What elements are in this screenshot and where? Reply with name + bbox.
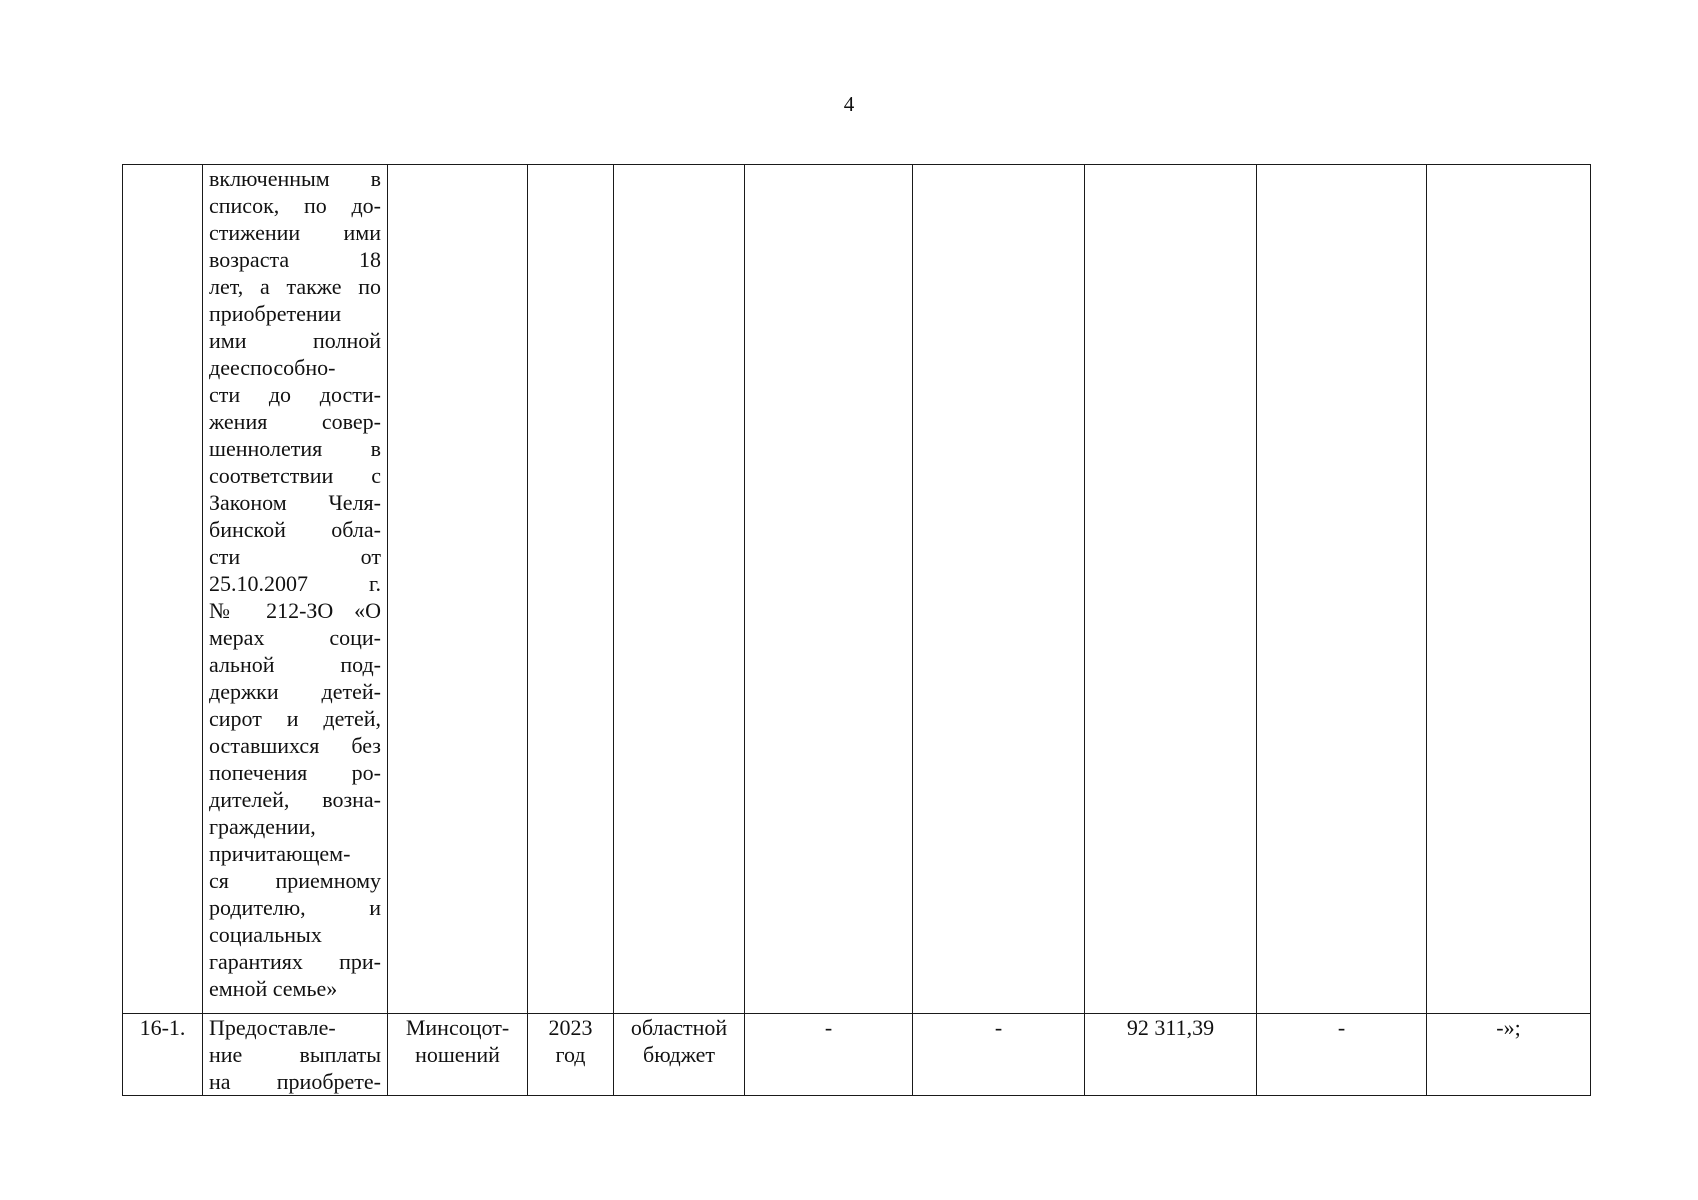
desc-line: социальных [209,922,322,947]
cell-description [203,1014,388,1096]
desc-line: альной под- [209,652,381,677]
amount-4: - [1337,1015,1346,1040]
desc-line: соответствии с [209,463,381,488]
desc-line: Законом Челя- [209,490,381,515]
desc-line: держки детей- [209,679,381,704]
cell-description-continued [203,165,388,1014]
cell-amount-1-empty [745,165,913,1014]
desc-line: сти от [209,544,381,569]
page-number: 4 [843,92,855,116]
desc-line: причитающем- [209,841,351,866]
desc-line: сирот и детей, [209,706,381,731]
cell-executor-empty [388,165,528,1014]
cell-amount-5-empty [1427,165,1591,1014]
cell-row-number [123,1014,203,1096]
amount-3: 92 311,39 [1126,1015,1215,1040]
source-line: бюджет [643,1042,715,1067]
desc-line: 25.10.2007 г. [209,571,381,596]
desc-line: сти до дости- [209,382,381,407]
desc-line: ся приемному [209,868,381,893]
cell-amount-3 [1085,1014,1257,1096]
source-line: областной [630,1015,728,1040]
cell-amount-4 [1257,1014,1427,1096]
desc-line: жения совер- [209,409,381,434]
cell-funding-source [614,1014,745,1096]
desc-line: дееспособно- [209,355,336,380]
cell-year [528,1014,614,1096]
desc-line: родителю, и [209,895,381,920]
year-line: 2023 [548,1015,593,1040]
amount-1: - [824,1015,833,1040]
amount-5: -»; [1496,1015,1521,1040]
year-line: год [555,1042,586,1067]
cell-amount-3-empty [1085,165,1257,1014]
desc-line: стижении ими [209,220,381,245]
desc-line: возраста 18 [209,247,381,272]
desc-line: ние выплаты [209,1042,381,1067]
table-row-continued [123,165,1591,1014]
table-row-16-1 [123,1014,1591,1096]
desc-line: дителей, возна- [209,787,381,812]
cell-number-empty [123,165,203,1014]
desc-line: бинской обла- [209,517,381,542]
cell-amount-1 [745,1014,913,1096]
desc-line: попечения ро- [209,760,381,785]
executor-line: Минсоцот- [405,1015,510,1040]
desc-line: оставшихся без [209,733,381,758]
cell-source-empty [614,165,745,1014]
executor-line: ношений [415,1042,500,1067]
desc-line: граждении, [209,814,316,839]
desc-line: на приобрете- [209,1069,381,1094]
amount-2: - [994,1015,1003,1040]
desc-line: лет, а также по [209,274,381,299]
cell-executor [388,1014,528,1096]
cell-amount-2 [913,1014,1085,1096]
desc-line: Предоставле- [209,1015,336,1040]
desc-line: гарантиях при- [209,949,381,974]
measures-table [122,164,1591,1096]
desc-line: шеннолетия в [209,436,381,461]
desc-line: ими полной [209,328,381,353]
desc-line: емной семье» [209,976,338,1001]
cell-year-empty [528,165,614,1014]
desc-line: № 212-ЗО «О [209,598,381,623]
desc-line: включенным в [209,166,381,191]
desc-line: список, по до- [209,193,381,218]
cell-amount-5 [1427,1014,1591,1096]
row-number: 16-1. [139,1015,186,1040]
cell-amount-4-empty [1257,165,1427,1014]
cell-amount-2-empty [913,165,1085,1014]
desc-line: мерах соци- [209,625,381,650]
desc-line: приобретении [209,301,342,326]
